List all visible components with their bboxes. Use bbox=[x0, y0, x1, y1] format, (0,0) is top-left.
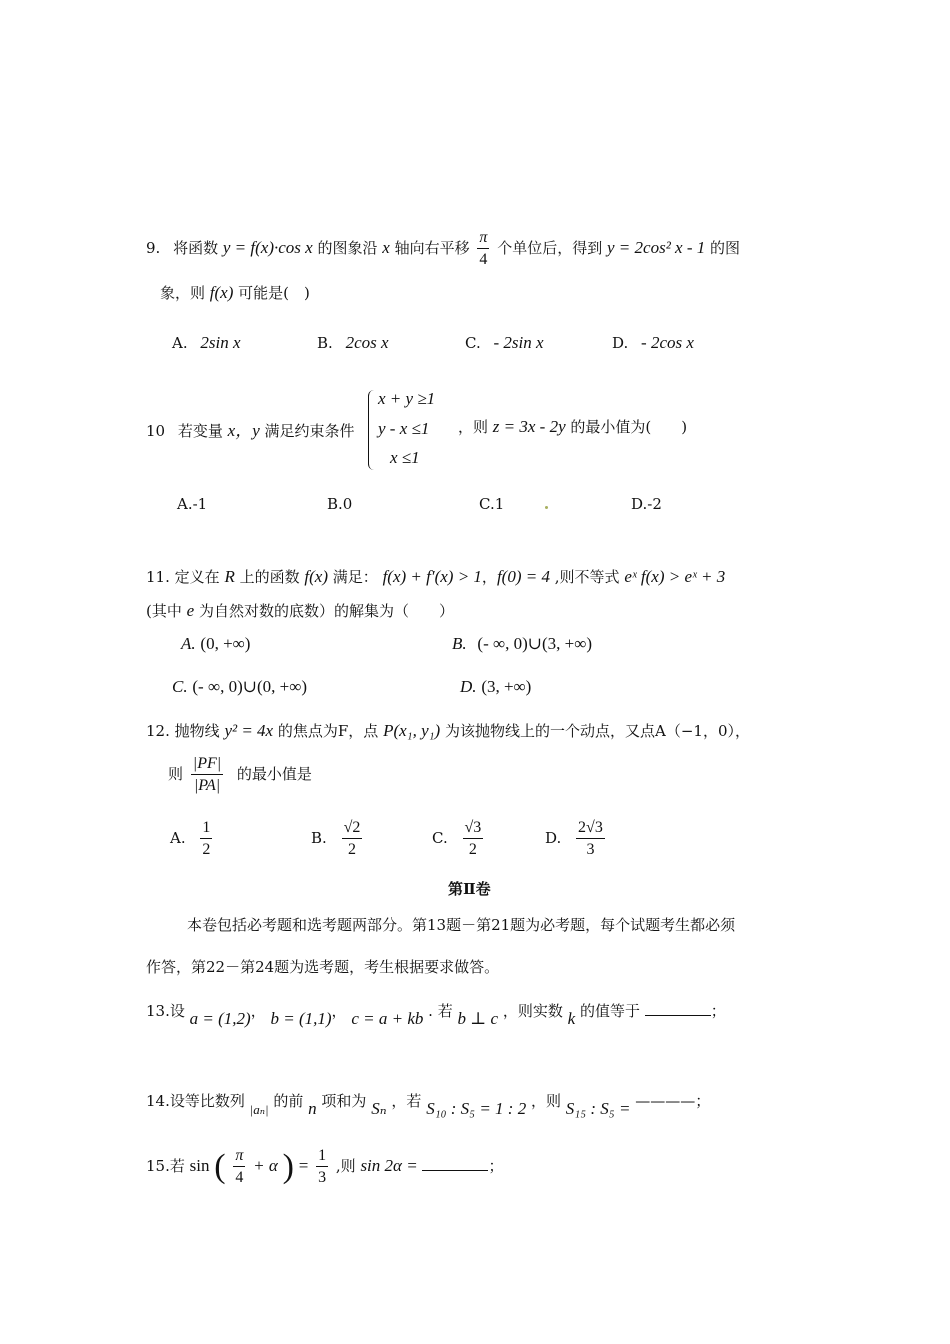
option-label: B. bbox=[317, 334, 333, 352]
q12-option-c bbox=[432, 820, 486, 858]
q15-right-paren: ) bbox=[282, 1148, 294, 1185]
option-den: 2 bbox=[202, 841, 211, 858]
option-num: 2√3 bbox=[576, 820, 605, 839]
q15-frac-den: 4 bbox=[235, 1169, 244, 1186]
option-num: √3 bbox=[463, 820, 484, 839]
q11-R: R bbox=[224, 567, 235, 586]
q11-stem-line1 bbox=[146, 566, 725, 587]
stray-dot bbox=[545, 506, 548, 509]
q15-ask: sin 2α = bbox=[360, 1156, 418, 1175]
section-2-para-2: 作答，第22－第24题为选考题，考生根据要求做答。 bbox=[146, 958, 500, 976]
q9-text-5: 的图 bbox=[710, 239, 741, 257]
option-label: A. bbox=[170, 829, 186, 847]
q10-constraint-3: x ≤1 bbox=[390, 448, 420, 467]
q14-end: ； bbox=[695, 1092, 711, 1110]
option-value: (- ∞, 0)∪(0, +∞) bbox=[192, 677, 308, 696]
option-fraction bbox=[463, 820, 484, 858]
q10-objective: z = 3x - 2y bbox=[492, 417, 566, 436]
q10-stem-left bbox=[146, 416, 355, 441]
q12-parabola: y² = 4x bbox=[224, 721, 274, 740]
q13-sep-2: ， bbox=[331, 1002, 347, 1020]
q11-inequality: eˣ f(x) > eˣ + 3 bbox=[624, 567, 726, 586]
q15-val-num: 1 bbox=[316, 1148, 328, 1167]
q15-end: ； bbox=[488, 1157, 504, 1175]
q13-end: ； bbox=[710, 1002, 726, 1020]
q12-text-2: 的焦点为F，点 bbox=[277, 722, 379, 740]
q9-text-4: 个单位后，得到 bbox=[497, 239, 603, 257]
q11-stem-line2 bbox=[146, 600, 454, 621]
option-label: D. bbox=[545, 829, 562, 847]
q11-text-1: 定义在 bbox=[174, 568, 220, 586]
q12-stem-line2 bbox=[168, 756, 312, 794]
q9-equation-3: f(x) bbox=[209, 283, 234, 302]
option-value: 0 bbox=[342, 495, 353, 513]
q11-number: 11. bbox=[146, 568, 170, 586]
q14-text-3: ，若 bbox=[391, 1092, 422, 1110]
q11-e: e bbox=[186, 601, 195, 620]
q10-number: 10 bbox=[146, 422, 166, 440]
q10-text-3: ，则 bbox=[458, 418, 489, 436]
question-13 bbox=[146, 1000, 726, 1028]
option-den: 3 bbox=[586, 841, 595, 858]
q9-number: 9. bbox=[146, 239, 161, 257]
option-label: A. bbox=[177, 495, 193, 513]
q12-text-3: 为该抛物线上的一个动点，又点A（−1，0）， bbox=[445, 722, 750, 740]
option-value: - 2cos x bbox=[641, 333, 694, 352]
option-label: B. bbox=[311, 829, 327, 847]
q9-option-c bbox=[465, 333, 544, 353]
question-15 bbox=[146, 1148, 503, 1186]
option-label: C. bbox=[432, 829, 448, 847]
q13-vector-a: a = (1,2) bbox=[189, 1009, 251, 1028]
section-2-para-1: 本卷包括必考题和选考题两部分。第13题－第21题为必考题，每个试题考生都必须 bbox=[187, 916, 736, 934]
q9-stem-line2 bbox=[160, 282, 310, 303]
option-value: -1 bbox=[192, 495, 208, 513]
q10-stem-right bbox=[458, 416, 687, 437]
option-label: C. bbox=[479, 495, 495, 513]
q10-option-b bbox=[327, 495, 352, 513]
q12-option-b bbox=[311, 820, 365, 858]
q15-val-den: 3 bbox=[318, 1169, 327, 1186]
q11-option-d bbox=[460, 677, 531, 697]
q11-sep: ， bbox=[481, 568, 497, 586]
q13-vector-b: b = (1,1) bbox=[270, 1009, 332, 1028]
option-fraction bbox=[200, 820, 212, 858]
q9-text-1: 将函数 bbox=[173, 239, 219, 257]
q15-sin: sin bbox=[189, 1156, 210, 1175]
q13-perp: b ⊥ c bbox=[457, 1009, 499, 1028]
q13-text-2: ，则实数 bbox=[502, 1002, 563, 1020]
option-label: A. bbox=[172, 334, 188, 352]
q15-answer-blank[interactable] bbox=[422, 1156, 488, 1171]
q13-sep-1: ， bbox=[250, 1002, 266, 1020]
q9-option-a bbox=[172, 333, 241, 353]
q13-vector-c: c = a + kb bbox=[351, 1009, 424, 1028]
q11-condition-2: f(0) = 4 bbox=[496, 567, 550, 586]
q11-condition-1: f(x) + f′(x) > 1 bbox=[382, 567, 482, 586]
q11-fx: f(x) bbox=[304, 567, 328, 586]
option-den: 2 bbox=[468, 841, 477, 858]
q12-text-1: 抛物线 bbox=[174, 722, 220, 740]
q9-stem-line1 bbox=[146, 230, 740, 268]
q11-text-2: 上的函数 bbox=[239, 568, 300, 586]
option-label: C. bbox=[465, 334, 481, 352]
q14-n: n bbox=[308, 1099, 317, 1118]
q15-left-paren: ( bbox=[214, 1148, 226, 1185]
option-value: - 2sin x bbox=[493, 333, 544, 352]
q15-text-1: ,则 bbox=[335, 1157, 356, 1175]
q10-constraint-brace bbox=[368, 390, 375, 470]
q14-number: 14.设等比数列 bbox=[146, 1092, 245, 1110]
q9-frac-num: π bbox=[477, 230, 489, 249]
q11-text-4: ,则不等式 bbox=[554, 568, 620, 586]
q14-Sn: Sₙ bbox=[371, 1099, 387, 1118]
option-label: B. bbox=[452, 634, 467, 653]
q12-ratio-fraction bbox=[191, 756, 223, 794]
option-value: (0, +∞) bbox=[200, 634, 251, 653]
q13-text-3: 的值等于 bbox=[579, 1002, 640, 1020]
q13-number: 13.设 bbox=[146, 1002, 185, 1020]
option-value: 1 bbox=[494, 495, 505, 513]
option-label: D. bbox=[460, 677, 477, 696]
q12-point-P: P(x₁, y₁) bbox=[383, 721, 441, 740]
q10-constraint-2: y - x ≤1 bbox=[378, 419, 430, 438]
q15-number: 15.若 bbox=[146, 1157, 185, 1175]
option-label: D. bbox=[612, 334, 629, 352]
option-label: B. bbox=[327, 495, 343, 513]
q10-option-c bbox=[479, 495, 504, 513]
q12-text-4: 则 bbox=[168, 765, 184, 783]
option-label: D. bbox=[631, 495, 648, 513]
q12-option-d bbox=[545, 820, 608, 858]
q10-option-d bbox=[631, 495, 662, 513]
q10-option-a bbox=[177, 495, 207, 513]
q9-x-var: x bbox=[382, 238, 390, 257]
q15-pi-over-4 bbox=[233, 1148, 245, 1186]
q12-stem-line1 bbox=[146, 720, 750, 741]
q14-text-4: ，则 bbox=[531, 1092, 562, 1110]
option-fraction bbox=[342, 820, 363, 858]
q13-answer-blank[interactable] bbox=[645, 1001, 711, 1016]
q14-answer-blank[interactable]: ———— bbox=[635, 1092, 696, 1110]
q15-frac-num: π bbox=[233, 1148, 245, 1167]
q14-sequence: |aₙ| bbox=[249, 1102, 269, 1117]
q9-shift-fraction bbox=[477, 230, 489, 268]
option-value: 2sin x bbox=[200, 333, 241, 352]
q12-number: 12. bbox=[146, 722, 170, 740]
q9-option-d bbox=[612, 333, 694, 353]
q11-option-a bbox=[181, 634, 250, 654]
q10-text-4: 的最小值为( ) bbox=[570, 418, 688, 436]
option-num: 1 bbox=[200, 820, 212, 839]
q14-text-1: 的前 bbox=[273, 1092, 304, 1110]
q11-option-b bbox=[452, 634, 592, 654]
option-den: 2 bbox=[347, 841, 356, 858]
option-value: (- ∞, 0)∪(3, +∞) bbox=[477, 634, 593, 653]
q11-text-3: 满足： bbox=[332, 568, 378, 586]
q12-text-5: 的最小值是 bbox=[236, 765, 312, 783]
q10-vars: x，y bbox=[227, 421, 260, 440]
q12-frac-num: |PF| bbox=[191, 756, 223, 775]
option-fraction bbox=[576, 820, 605, 858]
option-value: (3, +∞) bbox=[481, 677, 532, 696]
q14-ask: S₁₅ : S₅ = bbox=[565, 1099, 631, 1118]
q9-option-b bbox=[317, 333, 389, 353]
option-value: -2 bbox=[647, 495, 662, 513]
q11-text-5: (其中 bbox=[146, 602, 182, 620]
q12-option-a bbox=[170, 820, 215, 858]
section-2-title: 第Ⅱ卷 bbox=[448, 880, 491, 898]
q9-equation-1: y = f(x)·cos x bbox=[222, 238, 313, 257]
option-value: 2cos x bbox=[345, 333, 389, 352]
question-14 bbox=[146, 1090, 711, 1118]
q10-constraint-1: x + y ≥1 bbox=[378, 389, 436, 408]
q10-text-1: 若变量 bbox=[177, 422, 223, 440]
q15-equals: = bbox=[298, 1156, 309, 1175]
q9-text-2: 的图象沿 bbox=[317, 239, 378, 257]
option-label: C. bbox=[172, 677, 188, 696]
q13-text-1: . 若 bbox=[428, 1002, 453, 1020]
option-label: A. bbox=[181, 634, 196, 653]
q11-text-6: 为自然对数的底数）的解集为（ ） bbox=[198, 602, 454, 620]
q9-frac-den: 4 bbox=[479, 251, 488, 268]
q9-text-3: 轴向右平移 bbox=[394, 239, 470, 257]
option-num: √2 bbox=[342, 820, 363, 839]
q14-ratio: S₁₀ : S₅ = 1 : 2 bbox=[426, 1099, 527, 1118]
q12-frac-den: |PA| bbox=[193, 777, 221, 794]
q9-equation-2: y = 2cos² x - 1 bbox=[607, 238, 706, 257]
q9-text-6: 象，则 bbox=[160, 284, 206, 302]
q15-value-fraction bbox=[316, 1148, 328, 1186]
q15-plus-alpha: + α bbox=[253, 1156, 278, 1175]
q13-k: k bbox=[567, 1009, 576, 1028]
q10-text-2: 满足约束条件 bbox=[264, 422, 355, 440]
q11-option-c bbox=[172, 677, 307, 697]
q9-text-7: 可能是( ) bbox=[238, 284, 310, 302]
q14-text-2: 项和为 bbox=[321, 1092, 367, 1110]
